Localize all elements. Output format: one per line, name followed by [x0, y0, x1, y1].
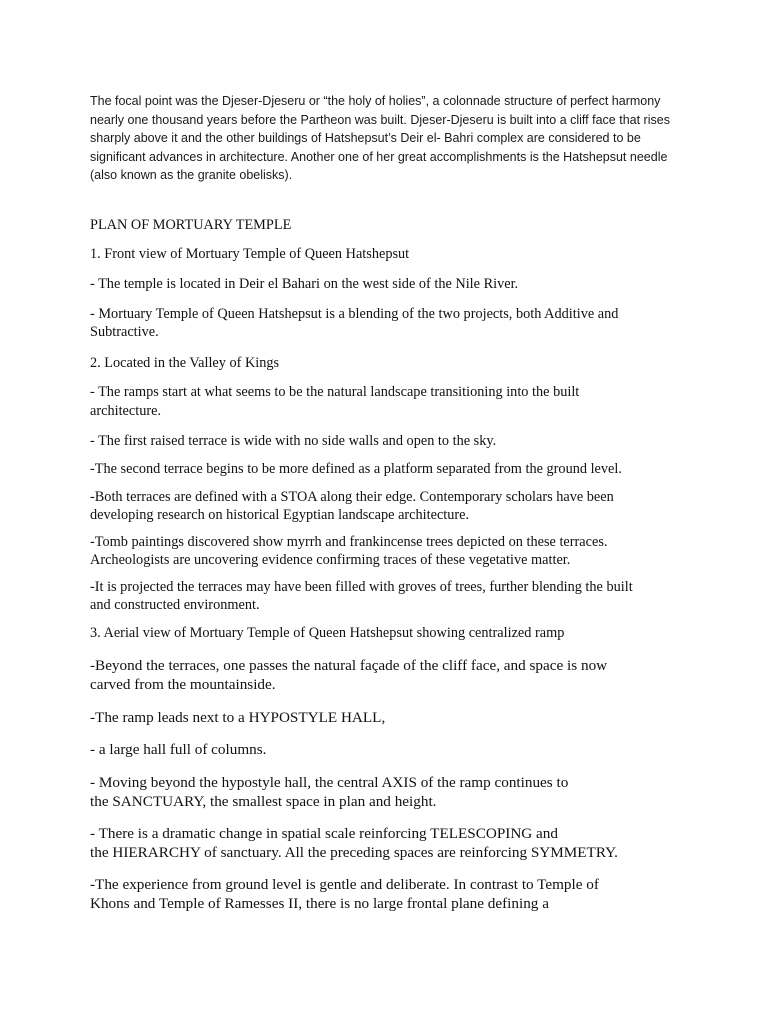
list-item: -The ramp leads next to a HYPOSTYLE HALL, [90, 709, 386, 726]
list-item-continuation: carved from the mountainside. [90, 676, 276, 693]
list-item: - Moving beyond the hypostyle hall, the central AXIS of the ramp continues to [90, 774, 569, 791]
list-item-continuation: Khons and Temple of Ramesses II, there is no large frontal plane defining a [90, 895, 549, 912]
list-item: - The first raised terrace is wide with no side walls and open to the sky. [90, 433, 497, 449]
list-item-continuation: developing research on historical Egyptian landscape architecture. [90, 507, 470, 523]
list-item: -The experience from ground level is gentle and deliberate. In contrast to Temple of [90, 876, 599, 893]
list-item-continuation: Archeologists are uncovering evidence confirming traces of these vegetative matter. [90, 552, 571, 568]
list-item: -It is projected the terraces may have been filled with groves of trees, further blending the built [90, 579, 633, 595]
section-heading: PLAN OF MORTUARY TEMPLE [90, 217, 292, 233]
list-item: -Both terraces are defined with a STOA along their edge. Contemporary scholars have been [90, 489, 614, 505]
list-item: - The temple is located in Deir el Bahari on the west side of the Nile River. [90, 276, 519, 292]
list-item-continuation: the HIERARCHY of sanctuary. All the preceding spaces are reinforcing SYMMETRY. [90, 844, 618, 861]
list-item: 1. Front view of Mortuary Temple of Queen Hatshepsut [90, 246, 410, 262]
list-item: -Tomb paintings discovered show myrrh and frankincense trees depicted on these terraces. [90, 534, 608, 550]
list-item: - There is a dramatic change in spatial scale reinforcing TELESCOPING and [90, 825, 558, 842]
list-item: 2. Located in the Valley of Kings [90, 355, 280, 371]
intro-paragraph: The focal point was the Djeser-Djeseru or “the holy of holies”, a colonnade structure of perfect harmony nearly one thousand years before the Partheon was built. Djeser-Djeseru is built into a cliff face that rises sharply above it and the other buildings of Hatshepsut’s Deir el- Bahri complex are considered to be significant advances in architecture. Another one of her great accomplishments is the Hatshepsut needle (also known as the granite obelisks). [90, 94, 670, 182]
list-item: - The ramps start at what seems to be the natural landscape transitioning into the built [90, 384, 580, 400]
list-item-continuation: architecture. [90, 403, 162, 419]
list-item-continuation: Subtractive. [90, 324, 159, 340]
list-item-continuation: and constructed environment. [90, 597, 260, 613]
list-item: - Mortuary Temple of Queen Hatshepsut is a blending of the two projects, both Additive and [90, 306, 619, 322]
list-item: -The second terrace begins to be more defined as a platform separated from the ground level. [90, 461, 622, 477]
list-item: -Beyond the terraces, one passes the natural façade of the cliff face, and space is now [90, 657, 608, 674]
list-item: 3. Aerial view of Mortuary Temple of Queen Hatshepsut showing centralized ramp [90, 625, 565, 641]
list-item-continuation: the SANCTUARY, the smallest space in plan and height. [90, 793, 437, 810]
list-item: - a large hall full of columns. [90, 741, 267, 758]
